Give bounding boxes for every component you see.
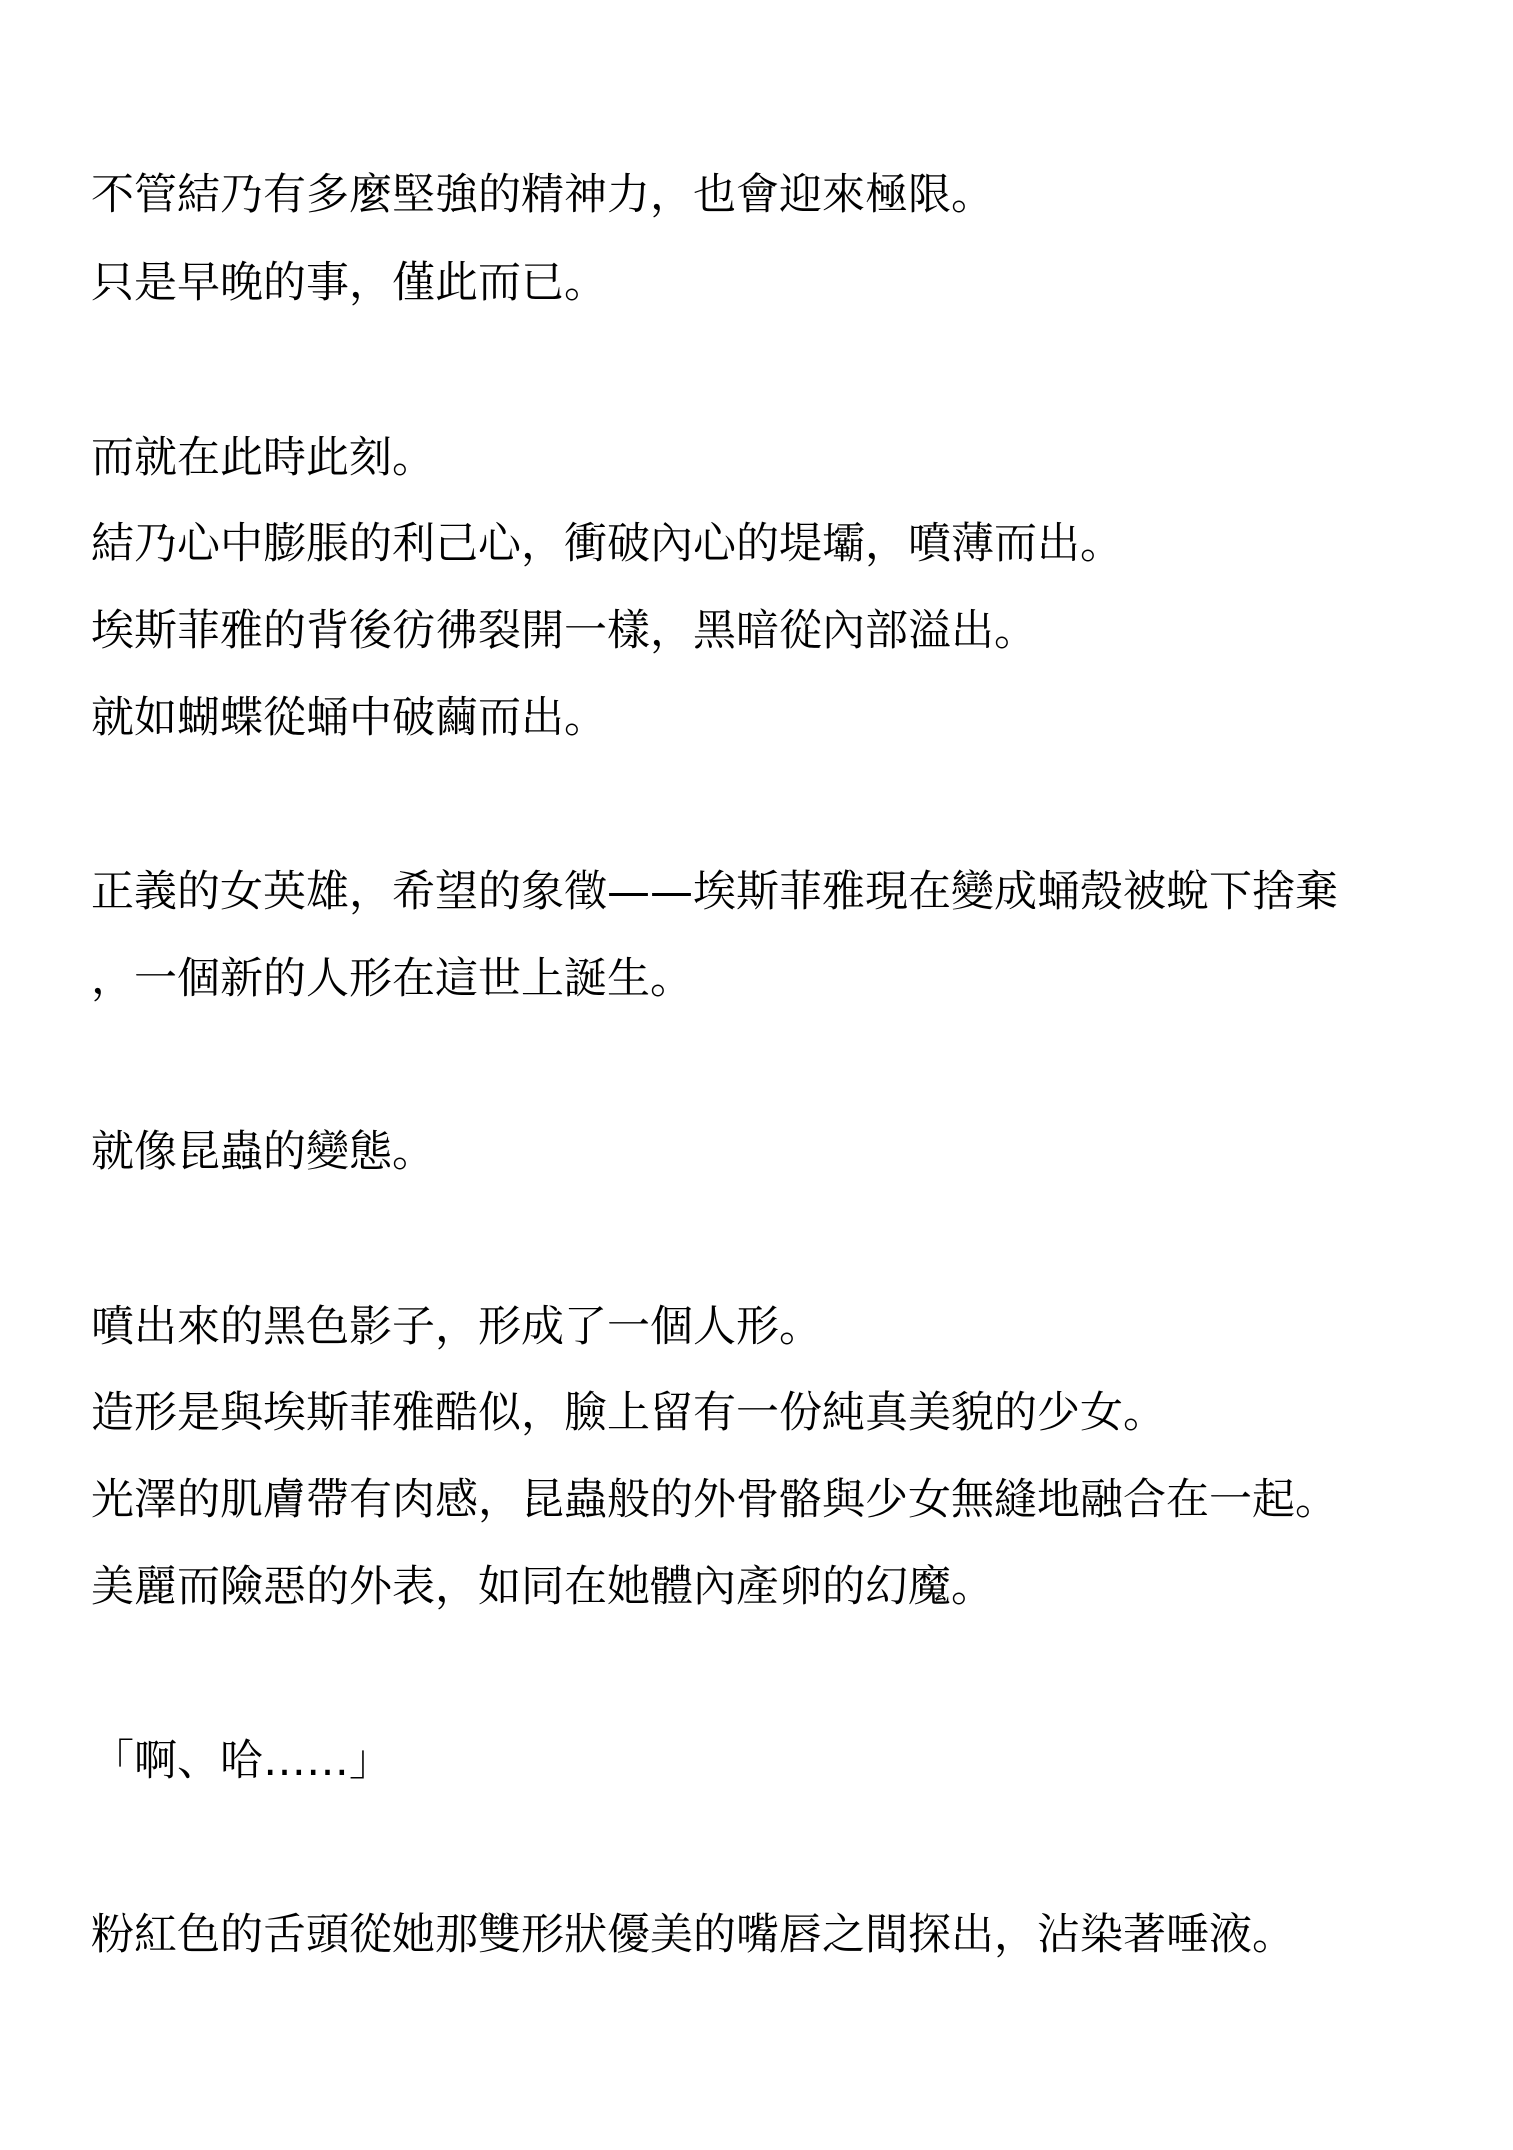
text-line: 就如蝴蝶從蛹中破繭而出。 bbox=[91, 693, 607, 743]
text-line: 只是早晚的事，僅此而已。 bbox=[91, 258, 607, 308]
text-line: 粉紅色的舌頭從她那雙形狀優美的嘴唇之間探出，沾染著唾液。 bbox=[91, 1910, 1295, 1960]
text-line: 正義的女英雄，希望的象徵——埃斯菲雅現在變成蛹殼被蛻下捨棄 bbox=[91, 867, 1338, 917]
text-line: 造形是與埃斯菲雅酷似，臉上留有一份純真美貌的少女。 bbox=[91, 1388, 1166, 1438]
text-line: 噴出來的黑色影子，形成了一個人形。 bbox=[91, 1302, 822, 1352]
text-line: 而就在此時此刻。 bbox=[91, 433, 435, 483]
text-line: 結乃心中膨脹的利己心，衝破內心的堤壩，噴薄而出。 bbox=[91, 519, 1123, 569]
text-line: 不管結乃有多麼堅強的精神力，也會迎來極限。 bbox=[91, 170, 994, 220]
dialogue-line: 「啊、哈……」 bbox=[91, 1736, 392, 1786]
text-line: 光澤的肌膚帶有肉感，昆蟲般的外骨骼與少女無縫地融合在一起。 bbox=[91, 1475, 1338, 1525]
text-line: ，一個新的人形在這世上誕生。 bbox=[91, 954, 693, 1004]
text-line: 就像昆蟲的變態。 bbox=[91, 1127, 435, 1177]
text-line: 埃斯菲雅的背後彷彿裂開一樣，黑暗從內部溢出。 bbox=[91, 606, 1037, 656]
text-line: 美麗而險惡的外表，如同在她體內產卵的幻魔。 bbox=[91, 1562, 994, 1612]
